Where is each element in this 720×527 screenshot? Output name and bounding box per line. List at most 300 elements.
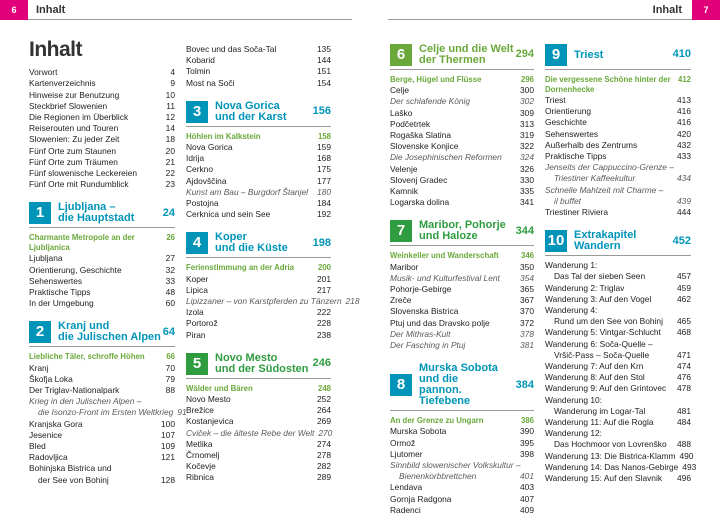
toc-entry-page: 70 bbox=[165, 362, 175, 373]
toc-entry-page: 386 bbox=[520, 416, 534, 426]
toc-entry-label: Der Fasching in Ptuj bbox=[390, 340, 466, 351]
toc-entry-page: 457 bbox=[677, 271, 691, 282]
toc-entry-label: Ferienstimmung an der Adria bbox=[186, 263, 295, 273]
toc-entry-label: Brežice bbox=[186, 405, 214, 416]
toc-entry-label: Škofja Loka bbox=[29, 373, 73, 384]
toc-entry-label: Orientierung, Geschichte bbox=[29, 264, 122, 275]
chapter-number-box: 3 bbox=[186, 101, 208, 123]
toc-entry bbox=[186, 44, 331, 55]
toc-entry bbox=[390, 85, 534, 96]
toc-entry-page: 365 bbox=[520, 284, 534, 295]
toc-entry-label: Triestiner Riviera bbox=[545, 207, 608, 218]
toc-entry bbox=[29, 463, 175, 474]
toc-entry bbox=[29, 78, 175, 89]
toc-entry bbox=[545, 129, 691, 140]
toc-entry bbox=[545, 260, 691, 271]
toc-entry-label: Rogaška Slatina bbox=[390, 130, 451, 141]
toc-entry-label: Geschichte bbox=[545, 117, 587, 128]
toc-entry-label: Radenci bbox=[390, 504, 421, 515]
toc-entry bbox=[545, 162, 691, 173]
toc-column-1 bbox=[29, 38, 187, 486]
toc-entry bbox=[545, 439, 691, 450]
toc-entry-label: Wanderung 10: bbox=[545, 394, 602, 405]
toc-entry bbox=[29, 396, 175, 407]
toc-column-2 bbox=[186, 44, 360, 484]
toc-entry-label: Wanderung 2: Triglav bbox=[545, 282, 625, 293]
toc-entry-label: Tolmin bbox=[186, 66, 211, 77]
toc-entry-label: Jesenice bbox=[29, 429, 63, 440]
page-number: 6 bbox=[0, 0, 28, 20]
chapter-page: 410 bbox=[672, 48, 691, 61]
toc-entry-page: 289 bbox=[317, 472, 331, 483]
toc-entry bbox=[390, 273, 534, 284]
chapter-heading bbox=[545, 44, 691, 70]
toc-entry bbox=[545, 74, 691, 95]
toc-entry-page: 14 bbox=[165, 123, 175, 134]
toc-entry-label: Hinweise zur Benutzung bbox=[29, 89, 120, 100]
toc-entry-page: 330 bbox=[520, 174, 534, 185]
toc-entry-label: Slowenien: Zu jeder Zeit bbox=[29, 134, 120, 145]
toc-entry-page: 478 bbox=[677, 383, 691, 394]
toc-entry-label: Postojna bbox=[186, 198, 219, 209]
toc-entry-label: Der schlafende König bbox=[390, 96, 471, 107]
toc-entry bbox=[29, 146, 175, 157]
toc-entry bbox=[545, 207, 691, 218]
toc-entry-page: 184 bbox=[317, 198, 331, 209]
toc-entry-page: 459 bbox=[677, 282, 691, 293]
toc-entry-page: 217 bbox=[317, 284, 331, 295]
toc-entry-page: 175 bbox=[317, 164, 331, 175]
toc-entry-label: Lipica bbox=[186, 284, 208, 295]
chapter-8 bbox=[390, 363, 534, 516]
chapter-heading bbox=[29, 202, 175, 228]
toc-entry bbox=[390, 494, 534, 505]
toc-entry-page: 390 bbox=[520, 426, 534, 437]
right-page bbox=[360, 0, 720, 527]
toc-entry bbox=[390, 197, 534, 208]
toc-entry-label: Kartenverzeichnis bbox=[29, 78, 96, 89]
toc-entry-label: An der Grenze zu Ungarn bbox=[390, 416, 484, 426]
chapter-4 bbox=[186, 231, 360, 340]
toc-entry-page: 484 bbox=[677, 417, 691, 428]
page-number: 7 bbox=[692, 0, 720, 20]
toc-entry-label: Pohorje-Gebirge bbox=[390, 284, 452, 295]
toc-entry-page: 401 bbox=[520, 471, 534, 482]
chapter-page: 64 bbox=[162, 325, 175, 338]
toc-column-4 bbox=[545, 32, 697, 484]
toc-entry bbox=[545, 305, 691, 316]
toc-entry-label: Wanderung 11: Auf die Rogla bbox=[545, 417, 654, 428]
toc-entry bbox=[390, 152, 534, 163]
toc-entry-page: 248 bbox=[317, 383, 331, 393]
toc-entry-label: Vršič-Pass – Soča-Quelle bbox=[554, 349, 650, 360]
chapter-number-box: 2 bbox=[29, 321, 51, 343]
toc-entry bbox=[186, 450, 331, 461]
toc-entry bbox=[545, 395, 691, 406]
toc-entry bbox=[29, 287, 175, 298]
toc-entry bbox=[186, 285, 331, 296]
toc-entry-page: 476 bbox=[677, 372, 691, 383]
toc-entry-label: Velenje bbox=[390, 163, 418, 174]
chapter-page: 156 bbox=[312, 105, 331, 118]
chapter-title: Celje und die Welt der Thermen bbox=[419, 43, 514, 66]
toc-entry bbox=[186, 428, 331, 439]
toc-entry-label: Ajdovščina bbox=[186, 175, 227, 186]
toc-entry-page: 335 bbox=[520, 186, 534, 197]
toc-entry-label: Slovenj Gradec bbox=[390, 174, 448, 185]
toc-entry-page: 488 bbox=[677, 439, 691, 450]
chapter-page: 452 bbox=[672, 234, 691, 247]
toc-entry-label: Sehenswertes bbox=[545, 128, 599, 139]
toc-entry-label: Vorwort bbox=[29, 67, 58, 78]
toc-entry-label: Bovec und das Soča-Tal bbox=[186, 44, 277, 54]
toc-entry-page: 434 bbox=[677, 173, 691, 184]
toc-entry-label: Triest bbox=[545, 95, 566, 105]
toc-entry-page: 433 bbox=[677, 151, 691, 162]
toc-entry-page: 27 bbox=[165, 253, 175, 264]
chapter-number-box: 4 bbox=[186, 232, 208, 254]
toc-entry-label: Die vergessene Schöne hinter der Dornenhecke bbox=[545, 75, 671, 94]
toc-entry-page: 269 bbox=[317, 416, 331, 427]
chapter-2 bbox=[29, 320, 187, 485]
toc-entry-label: Wanderung 8: Auf den Stol bbox=[545, 372, 645, 383]
toc-entry-label: Kočevje bbox=[186, 461, 216, 472]
toc-entry bbox=[390, 340, 534, 351]
chapter-2-continued bbox=[186, 44, 331, 89]
chapter-number-box: 8 bbox=[390, 374, 412, 396]
toc-entry bbox=[29, 385, 175, 396]
toc-entry-page: 151 bbox=[317, 66, 331, 77]
toc-entry-page: 270 bbox=[318, 427, 333, 438]
toc-entry bbox=[545, 361, 691, 372]
toc-entry-label: Piran bbox=[186, 329, 206, 340]
chapter-number-box: 6 bbox=[390, 44, 412, 66]
toc-entry-page: 20 bbox=[165, 145, 175, 156]
toc-entry-label: Die Regionen im Überblick bbox=[29, 112, 129, 123]
toc-entry-page: 462 bbox=[677, 293, 691, 304]
toc-entry-page: 22 bbox=[165, 168, 175, 179]
toc-entry bbox=[545, 450, 694, 462]
toc-entry-label: Idrija bbox=[186, 153, 205, 164]
toc-entry-label: Ljubljana bbox=[29, 253, 63, 264]
chapter-number-box: 10 bbox=[545, 230, 567, 252]
toc-entry-label: Izola bbox=[186, 307, 204, 318]
toc-entry-page: 26 bbox=[166, 233, 175, 243]
toc-entry-label: Praktische Tipps bbox=[29, 287, 91, 298]
toc-entry-page: 378 bbox=[520, 328, 534, 339]
toc-entry-page: 200 bbox=[317, 263, 331, 273]
toc-entry-page: 416 bbox=[677, 117, 691, 128]
toc-entry-label: Koper bbox=[186, 273, 209, 284]
toc-entry bbox=[186, 187, 331, 198]
toc-entry-label: Sinnbild slowenischer Volkskultur – bbox=[390, 460, 521, 471]
toc-entry-label: Rund um den See von Bohinj bbox=[554, 316, 663, 327]
chapter-heading bbox=[186, 101, 331, 127]
toc-entry-label: Praktische Tipps bbox=[545, 151, 607, 162]
chapter-title: Ljubljana – die Hauptstadt bbox=[58, 201, 135, 225]
toc-entry-label: Orientierung bbox=[545, 106, 592, 117]
toc-entry bbox=[545, 417, 691, 428]
toc-entry-page: 381 bbox=[520, 340, 534, 351]
toc-entry bbox=[390, 175, 534, 186]
toc-entry-page: 109 bbox=[161, 441, 175, 452]
toc-entry-page: 370 bbox=[520, 306, 534, 317]
chapter-heading bbox=[390, 363, 534, 411]
toc-entry-label: Radovljica bbox=[29, 452, 68, 463]
chapter-page: 294 bbox=[515, 48, 534, 61]
toc-entry bbox=[545, 339, 691, 350]
toc-entry bbox=[545, 294, 691, 305]
toc-entry-page: 12 bbox=[165, 112, 175, 123]
toc-entry-label: Bienenkorbbrettchen bbox=[399, 471, 477, 482]
toc-entry bbox=[545, 372, 691, 383]
toc-entry-label: die Isonzo-Front im Ersten Weltkrieg bbox=[38, 407, 174, 418]
toc-entry-page: 420 bbox=[677, 128, 691, 139]
toc-entry-label: Kobarid bbox=[186, 55, 215, 66]
toc-entry-label: Portorož bbox=[186, 318, 218, 329]
toc-entry-label: Reiserouten und Touren bbox=[29, 123, 119, 134]
toc-entry bbox=[29, 123, 175, 134]
toc-entry-label: Sehenswertes bbox=[29, 275, 83, 286]
toc-entry bbox=[186, 439, 331, 450]
chapter-page: 384 bbox=[515, 378, 534, 391]
toc-entry-page: 228 bbox=[317, 318, 331, 329]
chapter-10 bbox=[545, 229, 697, 484]
toc-entry-page: 158 bbox=[317, 131, 331, 141]
chapter-1 bbox=[29, 202, 175, 309]
toc-entry-page: 274 bbox=[317, 438, 331, 449]
chapter-heading bbox=[186, 353, 331, 379]
toc-entry-label: Kunst am Bau – Burgdorf Štanjel bbox=[186, 186, 308, 197]
toc-entry bbox=[29, 419, 175, 430]
toc-entry-label: Zreče bbox=[390, 295, 412, 306]
toc-entry-label: Weinkeller und Wanderschaft bbox=[390, 251, 499, 261]
toc-entry-page: 493 bbox=[682, 461, 697, 472]
chapter-title: Nova Gorica und der Karst bbox=[215, 99, 287, 123]
toc-entry-label: Cerkno bbox=[186, 164, 213, 175]
toc-entry-page: 154 bbox=[317, 77, 331, 88]
toc-entry-label: Ptuj und das Dravsko polje bbox=[390, 317, 490, 328]
toc-entry-label: Steckbrief Slowenien bbox=[29, 100, 108, 111]
toc-entry-label: Triestiner Kaffeekultur bbox=[554, 173, 636, 184]
toc-entry bbox=[545, 173, 691, 184]
toc-entry-label: Musik- und Kulturfestival Lent bbox=[390, 272, 500, 283]
toc-entry-page: 302 bbox=[520, 96, 534, 107]
toc-entry-page: 32 bbox=[165, 264, 175, 275]
toc-entry bbox=[390, 306, 534, 317]
chapter-page: 344 bbox=[515, 224, 534, 237]
toc-entry bbox=[390, 460, 534, 471]
toc-entry-label: In der Umgebung bbox=[29, 298, 94, 309]
toc-entry-page: 322 bbox=[520, 141, 534, 152]
toc-entry-label: Nova Gorica bbox=[186, 142, 233, 153]
toc-entry-page: 296 bbox=[520, 75, 534, 84]
chapter-title: Koper und die Küste bbox=[215, 231, 288, 255]
chapter-number-box: 9 bbox=[545, 44, 567, 66]
toc-entry-page: 465 bbox=[677, 316, 691, 327]
toc-entry bbox=[390, 96, 534, 107]
toc-entry-label: Liebliche Täler, schroffe Höhen bbox=[29, 352, 145, 362]
toc-entry bbox=[186, 318, 331, 329]
toc-entry-page: 398 bbox=[520, 448, 534, 459]
toc-entry-label: Črnomelj bbox=[186, 450, 220, 461]
toc-entry-label: Wanderung 12: bbox=[545, 428, 602, 439]
toc-entry-page: 48 bbox=[165, 287, 175, 298]
toc-entry-label: Bled bbox=[29, 441, 46, 452]
toc-entry-label: Wanderung 4: bbox=[545, 305, 598, 316]
toc-entry-page: 474 bbox=[677, 361, 691, 372]
toc-entry bbox=[390, 164, 534, 175]
header-rule bbox=[388, 19, 692, 20]
toc-entry-label: Charmante Metropole an der Ljubljanica bbox=[29, 233, 135, 253]
toc-entry-label: Ljutomer bbox=[390, 448, 423, 459]
toc-entry bbox=[186, 164, 331, 175]
toc-entry-page: 177 bbox=[317, 175, 331, 186]
chapter-7 bbox=[390, 220, 534, 351]
toc-entry-page: 439 bbox=[677, 195, 691, 206]
toc-entry bbox=[390, 119, 534, 130]
toc-entry-page: 319 bbox=[520, 130, 534, 141]
toc-entry-label: Höhlen im Kalkstein bbox=[186, 131, 261, 141]
toc-entry-page: 180 bbox=[317, 186, 331, 197]
toc-entry-label: Wanderung 1: bbox=[545, 260, 598, 271]
toc-entry bbox=[29, 232, 175, 253]
toc-entry-page: 341 bbox=[520, 197, 534, 208]
toc-entry-page: 100 bbox=[161, 418, 175, 429]
toc-entry bbox=[186, 142, 331, 153]
running-head: Inhalt bbox=[652, 4, 682, 16]
toc-entry bbox=[29, 374, 175, 385]
toc-entry-page: 444 bbox=[677, 207, 691, 218]
toc-entry-label: Kranj bbox=[29, 362, 49, 373]
toc-entry-page: 468 bbox=[677, 327, 691, 338]
toc-entry bbox=[29, 276, 175, 287]
page-title: Inhalt bbox=[29, 38, 82, 61]
toc-entry-page: 264 bbox=[317, 405, 331, 416]
toc-entry-label: Der Triglav-Nationalpark bbox=[29, 385, 120, 396]
toc-entry-page: 33 bbox=[165, 275, 175, 286]
toc-entry-page: 9 bbox=[170, 78, 175, 89]
toc-entry-page: 354 bbox=[520, 272, 534, 283]
toc-entry bbox=[390, 130, 534, 141]
toc-entry-page: 128 bbox=[161, 474, 175, 485]
toc-entry bbox=[29, 363, 175, 374]
toc-entry bbox=[390, 141, 534, 152]
toc-entry-label: Laško bbox=[390, 107, 413, 118]
toc-entry bbox=[186, 78, 331, 89]
toc-entry bbox=[545, 185, 691, 196]
toc-entry-page: 252 bbox=[317, 394, 331, 405]
toc-entry bbox=[545, 151, 691, 162]
toc-entry bbox=[186, 472, 331, 483]
toc-entry-label: Ribnica bbox=[186, 472, 214, 483]
chapter-heading bbox=[390, 220, 534, 246]
toc-entry-page: 324 bbox=[520, 152, 534, 163]
toc-entry-page: 10 bbox=[165, 89, 175, 100]
toc-entry-label: Celje bbox=[390, 85, 410, 96]
toc-entry-page: 481 bbox=[677, 405, 691, 416]
toc-entry-page: 413 bbox=[677, 95, 691, 105]
toc-entry bbox=[186, 209, 331, 220]
toc-entry-page: 309 bbox=[520, 107, 534, 118]
toc-entry bbox=[186, 296, 360, 307]
toc-entry-label: Das Tal der sieben Seen bbox=[554, 271, 646, 282]
toc-entry-page: 135 bbox=[317, 44, 331, 54]
toc-entry-page: 409 bbox=[520, 504, 534, 515]
chapter-5 bbox=[186, 353, 331, 484]
chapter-page: 246 bbox=[312, 357, 331, 370]
toc-entry-page: 66 bbox=[166, 352, 175, 362]
toc-entry bbox=[186, 198, 331, 209]
toc-entry-label: Metlika bbox=[186, 438, 213, 449]
toc-entry bbox=[390, 426, 534, 437]
toc-entry-label: Jenseits der Cappuccino-Grenze – bbox=[545, 162, 674, 173]
toc-entry-label: Wanderung im Logar-Tal bbox=[554, 405, 646, 416]
toc-entry-page: 496 bbox=[677, 473, 691, 484]
toc-entry-label: Slovenske Konjice bbox=[390, 141, 459, 152]
toc-entry-label: Fünf Orte zum Staunen bbox=[29, 145, 117, 156]
toc-entry-page: 490 bbox=[679, 450, 694, 461]
toc-entry bbox=[29, 441, 175, 452]
toc-entry-label: Gornja Radgona bbox=[390, 493, 452, 504]
toc-entry bbox=[545, 283, 691, 294]
toc-entry bbox=[186, 461, 331, 472]
toc-entry bbox=[186, 131, 331, 142]
toc-entry-page: 168 bbox=[317, 153, 331, 164]
toc-entry bbox=[390, 108, 534, 119]
toc-entry-page: 432 bbox=[677, 139, 691, 150]
toc-entry-label: Bohinjska Bistrica und bbox=[29, 463, 112, 474]
chapter-number-box: 1 bbox=[29, 202, 51, 224]
toc-entry-page: 218 bbox=[345, 296, 360, 307]
chapter-number-box: 7 bbox=[390, 220, 412, 242]
toc-entry bbox=[545, 316, 691, 327]
toc-entry-label: Slovenska Bistrica bbox=[390, 306, 459, 317]
toc-entry bbox=[29, 112, 175, 123]
toc-entry-page: 121 bbox=[161, 452, 175, 463]
toc-entry bbox=[186, 66, 331, 77]
chapter-title: Novo Mesto und der Südosten bbox=[215, 351, 309, 375]
toc-entry-label: Berge, Hügel und Flüsse bbox=[390, 75, 482, 84]
toc-entry-page: 278 bbox=[317, 450, 331, 461]
toc-entry-page: 471 bbox=[677, 349, 691, 360]
chapter-heading bbox=[390, 44, 534, 70]
toc-entry bbox=[186, 274, 331, 285]
toc-entry bbox=[545, 406, 691, 417]
toc-entry bbox=[390, 482, 534, 493]
toc-entry-label: Der Mithras-Kult bbox=[390, 328, 451, 339]
toc-entry bbox=[186, 262, 331, 273]
toc-entry-page: 18 bbox=[165, 134, 175, 145]
toc-entry-page: 372 bbox=[520, 317, 534, 328]
toc-entry bbox=[545, 327, 691, 338]
toc-entry bbox=[29, 168, 175, 179]
toc-entry-page: 395 bbox=[520, 437, 534, 448]
toc-entry bbox=[29, 101, 175, 112]
toc-entry bbox=[390, 438, 534, 449]
chapter-page: 198 bbox=[312, 236, 331, 249]
toc-entry-page: 403 bbox=[520, 482, 534, 493]
toc-entry bbox=[29, 179, 175, 190]
toc-column-3 bbox=[390, 32, 534, 516]
toc-entry bbox=[29, 90, 175, 101]
toc-entry-label: Wanderung 9: Auf den Grintovec bbox=[545, 383, 667, 394]
toc-entry-label: Die Josephinischen Reformen bbox=[390, 152, 502, 163]
front-matter-list bbox=[29, 67, 175, 190]
toc-entry-label: Schnelle Mahlzeit mit Charme – bbox=[545, 184, 664, 195]
toc-entry bbox=[390, 415, 534, 426]
chapter-title: Triest bbox=[574, 48, 604, 61]
